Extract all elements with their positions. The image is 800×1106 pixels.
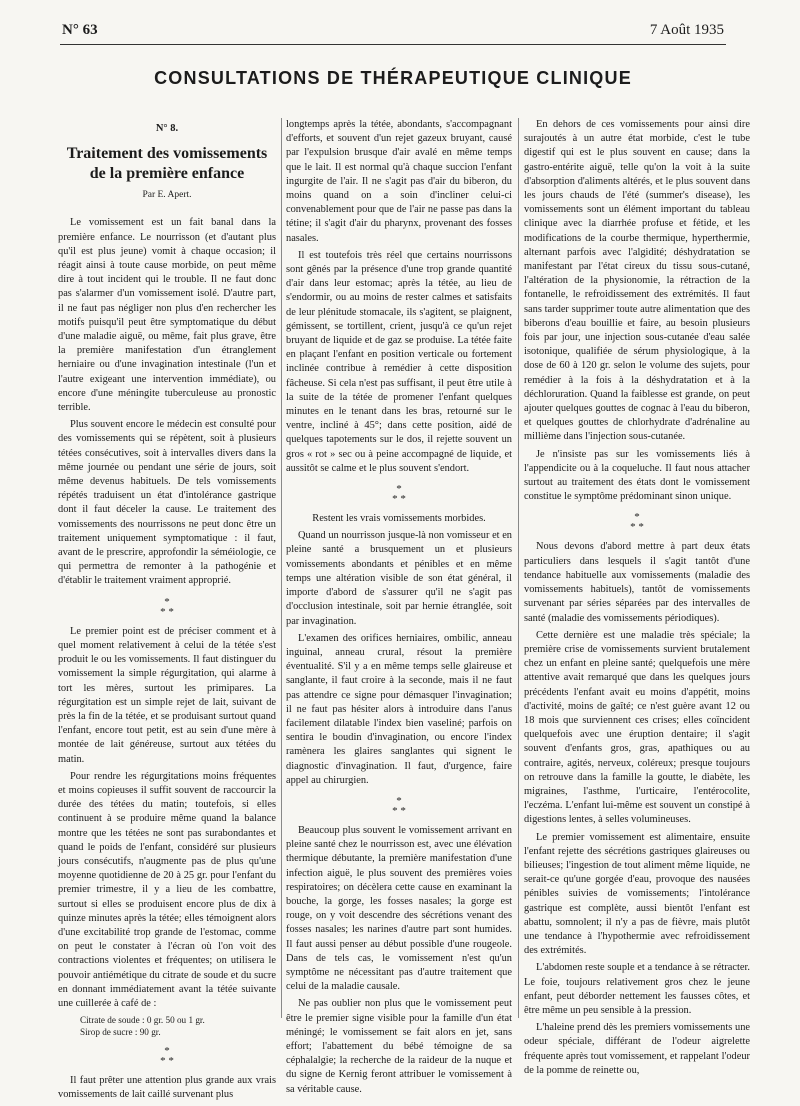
section-separator: * * * [392,794,406,817]
paragraph: En dehors de ces vomissements pour ainsi dire surajoutés à un autre état morbide, c'est le tube digestif qui est le plus souvent en cause; dans la gastro-entérite aiguë, telle qu'on la voit à la suite d'absorption d'aliments altérés, et le plus souvent dans les jours chauds de l'été (summer's disease), les vomissements sont un élément important du tableau clinique avec la diarrhée profuse et fétide, et les modifications de la courbe thermique, hyperthermie, alternant parfois avec l'algidité; déshydratation se manifestant par l'état cireux du tissu sous-cutané, l'altération de la physionomie, la rétraction de la fontanelle, le refroidissement des extrémités. Il faut sans tarder supprimer toute autre alimentation que des biberons d'eau bouillie et faire, au besoin plusieurs fois par jour, une injection sous-cutanée d'eau salée isotonique, qualifiée de sérum physiologique, à la dose de 60 à 120 gr. selon le volume des sujets, pour remédier à la fois à la déshydratation et à la déchloruration. Quand la faiblesse est grande, on peut ajouter quelques gouttes de cognac à l'eau du biberon, et quelques gouttes de chlorhydrate d'adrénaline au millième dans l'injection sous-cutanée. [524,119,750,443]
article-title-line: Traitement des vomissements [66,145,268,163]
paragraph: Quand un nourrisson jusque-là non vomisseur et en pleine santé a brusquement un et plusieurs vomissements abondants et pénibles et en même temps une altération visible de son état général, il importe d'abord de s'assurer qu'il ne s'agit pas d'occlusion intestinale, soit par hernie étranglée, soit par invagination. [286,530,512,627]
column-divider [518,118,519,1018]
paragraph: Il est toutefois très réel que certains nourrissons sont gênés par la présence d'une trop grande quantité d'air dans leur estomac; après la tétée, au lieu de s'endormir, ou au moins de rester calmes et satisfaits de leur plénitude stomacale, ils s'agitent, se plaignent, gémissent, se tortillent, crient, jusqu'à ce qu'un rejet bruyant de liquide et de gaz se produise. La tétée faite en plaçant l'enfant en position verticale ou fortement inclinée contribue à remédier à cette disposition fâcheuse. Si cela n'est pas suffisant, il peut être utile à la suite de la tétée de promener l'enfant quelques minutes en le tenant dans les bras, retourné sur le ventre, incliné à 45°; dans cette position, aidé de quelques tapotements sur le dos, il rejette souvent un gros « rot » sec ou à peine accompagné de liquide, et aussitôt se calme et le plus souvent s'endort. [286,249,512,474]
column-3 [524,118,750,1081]
section-separator: * * * [392,483,406,506]
subheading: Restent les vrais vomissements morbides. [312,513,486,525]
paragraph: Je n'insiste pas sur les vomissements liés à l'appendicite ou à la coqueluche. Il faut nous attacher surtout au traitement des états dont le vomissement constitue le symptôme prédominant sinon unique. [524,448,750,503]
paragraph: Le premier point est de préciser comment et à quel moment relativement à celui de la tétée s'est produit le ou les vomissements. Il faut distinguer du vomissement la simple régurgitation, qui alarme à tort les mères, surtout les primipares. La régurgitation est un simple rejet de lait, suivant de près la fin de la tétée, et se produisant surtout quand l'enfant, encore tout petit, est au sein d'une mère à montée de lait généreuse, surtout aux tétées du matin. [58,625,276,765]
section-separator: * * * [160,1045,174,1068]
paragraph: Nous devons d'abord mettre à part deux états particuliers dans lesquels il s'agit tantôt d'une tendance habituelle aux vomissements (maladie des vomissements habituels), tantôt de vomissements survenant par séries séparées par des intervalles de santé (maladie des vomissements périodiques). [524,541,750,624]
column-divider [281,118,282,1018]
section-separator: * * * [160,595,174,618]
paragraph: Il faut prêter une attention plus grande aux vrais vomissements de lait caillé survenant plus [58,1075,276,1101]
article-author: Par E. Apert. [142,190,192,201]
issue-date: 7 Août 1935 [649,22,724,38]
paragraph: Cette dernière est une maladie très spéciale; la première crise de vomissements survient brutalement chez un enfant en pleine santé; quelquefois une mère attentive avait remarqué que dans les quelques jours précédents l'enfant avait eu moins d'appétit, moins d'activité, moins de gaîté; ce n'est guère avant 12 ou 18 mois que surviennent ces crises; elles coïncident quelquefois avec une éruption dentaire; il s'agit souvent d'enfants gros, gras, apathiques ou au contraire, agités, nerveux, coléreux; presque toujours on retrouve dans la famille la goutte, le diabète, les migraines, l'asthme, l'urticaire, l'entérocolite, l'eczéma. L'enfant lui-même est souvent un constipé à digestions lentes, à selles volumineuses. [524,629,750,826]
paragraph: Plus souvent encore le médecin est consulté pour des vomissements qui se répètent, soit à plusieurs tétées consécutives, soit à intervalles divers dans la même journée ou pendant une série de jours, soit même devenus habituels. De tels vomissements répétés traduisent un état d'intolérance gastrique dont il faut déceler la cause. Le traitement des vomissements des nourrissons ne peut donc être un traitement uniquement symptomatique : il faut, avant de le prescrire, approfondir la séméiologie, ce qui permettra de remonter à la pathogénie et d'établir le traitement vraiment approprié. [58,419,276,587]
paragraph: Beaucoup plus souvent le vomissement arrivant en pleine santé chez le nourrisson est, avec une élévation thermique débutante, la première manifestation d'une infection aiguë, le plus souvent des premières voies respiratoires; on décèlera cette cause en examinant la bouche, la gorge, les fosses nasales; la gorge est rouge, on y voit descendre des sécrétions venant des fosses nasales; les narines d'autre part sont humides. Il faut aussi penser au début possible d'une rougeole. Dans de tels cas, le vomissement n'est qu'un symptôme ne nécessitant pas d'autre traitement que celui de la maladie causale. [286,824,512,993]
paragraph: Pour rendre les régurgitations moins fréquentes et moins copieuses il suffit souvent de raccourcir la durée des tétées du matin; toutefois, si elles continuent à se produire même quand la balance montre que les tétées ne sont pas surabondantes et quand le poids de l'enfant, considéré sur plusieurs jours consécutifs, n'augmente pas de plus qu'une moyenne quotidienne de 20 à 25 gr. pour l'enfant du premier trimestre, il y a lieu de les combattre, surtout si elles se produisent encore plus de dix à quinze minutes après la tétée; elles témoignent alors d'une excitabilité trop grande de l'estomac, comme on peut le constater à l'écran où l'on voit des contractions violentes et fréquentes; on utilisera le pouvoir antiémétique du citrate de soude et du sucre en donnant immédiatement avant la tétée suivante une cuillerée à café de : [58,770,276,1009]
header-rule [60,44,726,45]
paragraph: Le vomissement est un fait banal dans la première enfance. Le nourrisson (et d'autant plus qu'il est plus jeune) vomit à chaque occasion; il réagit ainsi à toute cause morbide, on peut même dire à tout incident qui le trouble. Il ne faut donc pas s'alarmer d'un vomissement isolé. D'autre part, il ne faut pas négliger non plus d'en rechercher les motifs puisqu'il peut être symptomatique du début d'une maladie aiguë, ou même, fait plus grave, être la première manifestation d'un étranglement herniaire ou d'une invagination intestinale (l'un et l'autre exigeant une intervention immédiate), ou encore d'une méningite tuberculeuse au pronostic terrible. [58,217,276,414]
section-separator: * * * [630,511,644,534]
prescription-line: Sirop de sucre : 90 gr. [80,1027,161,1038]
issue-number: N° 63 [62,22,98,38]
paragraph: L'examen des orifices herniaires, ombilic, anneau inguinal, anneau crural, résout la première éventualité. S'il y a en même temps selle glaireuse et sanglante, il faut croire à la seconde, mais il ne faut pas attendre ce signe pour démasquer l'invagination; il ne faut pas hésiter alors à introduire dans l'anus facilement dilatable l'index bien vaseliné; parfois on sentira le boudin d'invagination, ou encore l'index ramènera les glaires sanglantes qui signent le diagnostic d'invagination. Il faut, d'urgence, faire appel au chirurgien. [286,632,512,786]
column-1 [58,118,276,1106]
column-2 [286,118,512,1100]
paragraph: L'abdomen reste souple et a tendance à se rétracter. Le foie, toujours relativement gros chez le jeune enfant, peut déborder nettement les fausses côtes, et être même un peu sensible à la pression. [524,962,750,1016]
article-title [58,144,276,184]
paragraph: Ne pas oublier non plus que le vomissement peut être le premier signe visible pour la famille d'un état méningé; le vomissement se fait alors en jet, sans effort; l'abattement du bébé témoigne de sa céphalalgie; la recherche de la raideur de la nuque et du signe de Kernig feront attribuer le vomissement à sa véritable cause. [286,998,512,1095]
paragraph: longtemps après la tétée, abondants, s'accompagnant d'efforts, et souvent d'un rejet gazeux bruyant, causé par l'expulsion brusque d'air avalé en même temps que le lait. Il est normal qu'à chaque succion l'enfant ingurgite de l'air. Il ne s'agit pas d'air du biberon, du moins quand on a soin d'incliner celui-ci convenablement pour que de l'air ne passe pas dans la tétine; il s'agit d'air du pharynx, provenant des fosses nasales. [286,119,512,244]
paragraph: Le premier vomissement est alimentaire, ensuite l'enfant rejette des sécrétions gastriques glaireuses ou bilieuses; l'ingestion de tout aliment même liquide, ne serait-ce qu'une gorgée d'eau, provoque des nausées pénibles suivies de vomissements; l'intolérance gastrique est complète, aussi bientôt l'enfant est abattu, somnolent; il n'y a pas de fièvre, mais plutôt une tendance à l'hypothermie avec refroidissement des extrémités. [524,831,750,957]
prescription [58,1014,276,1038]
section-title: CONSULTATIONS DE THÉRAPEUTIQUE CLINIQUE [154,68,632,88]
paragraph: L'haleine prend dès les premiers vomissements une odeur spéciale, différant de l'odeur aigrelette fréquente après tout vomissement, et rappelant l'odeur de la pomme de reinette ou, [524,1022,750,1076]
article-title-line: de la première enfance [89,165,245,183]
article-number: N° 8. [155,123,179,134]
prescription-line: Citrate de soude : 0 gr. 50 ou 1 gr. [80,1015,205,1026]
